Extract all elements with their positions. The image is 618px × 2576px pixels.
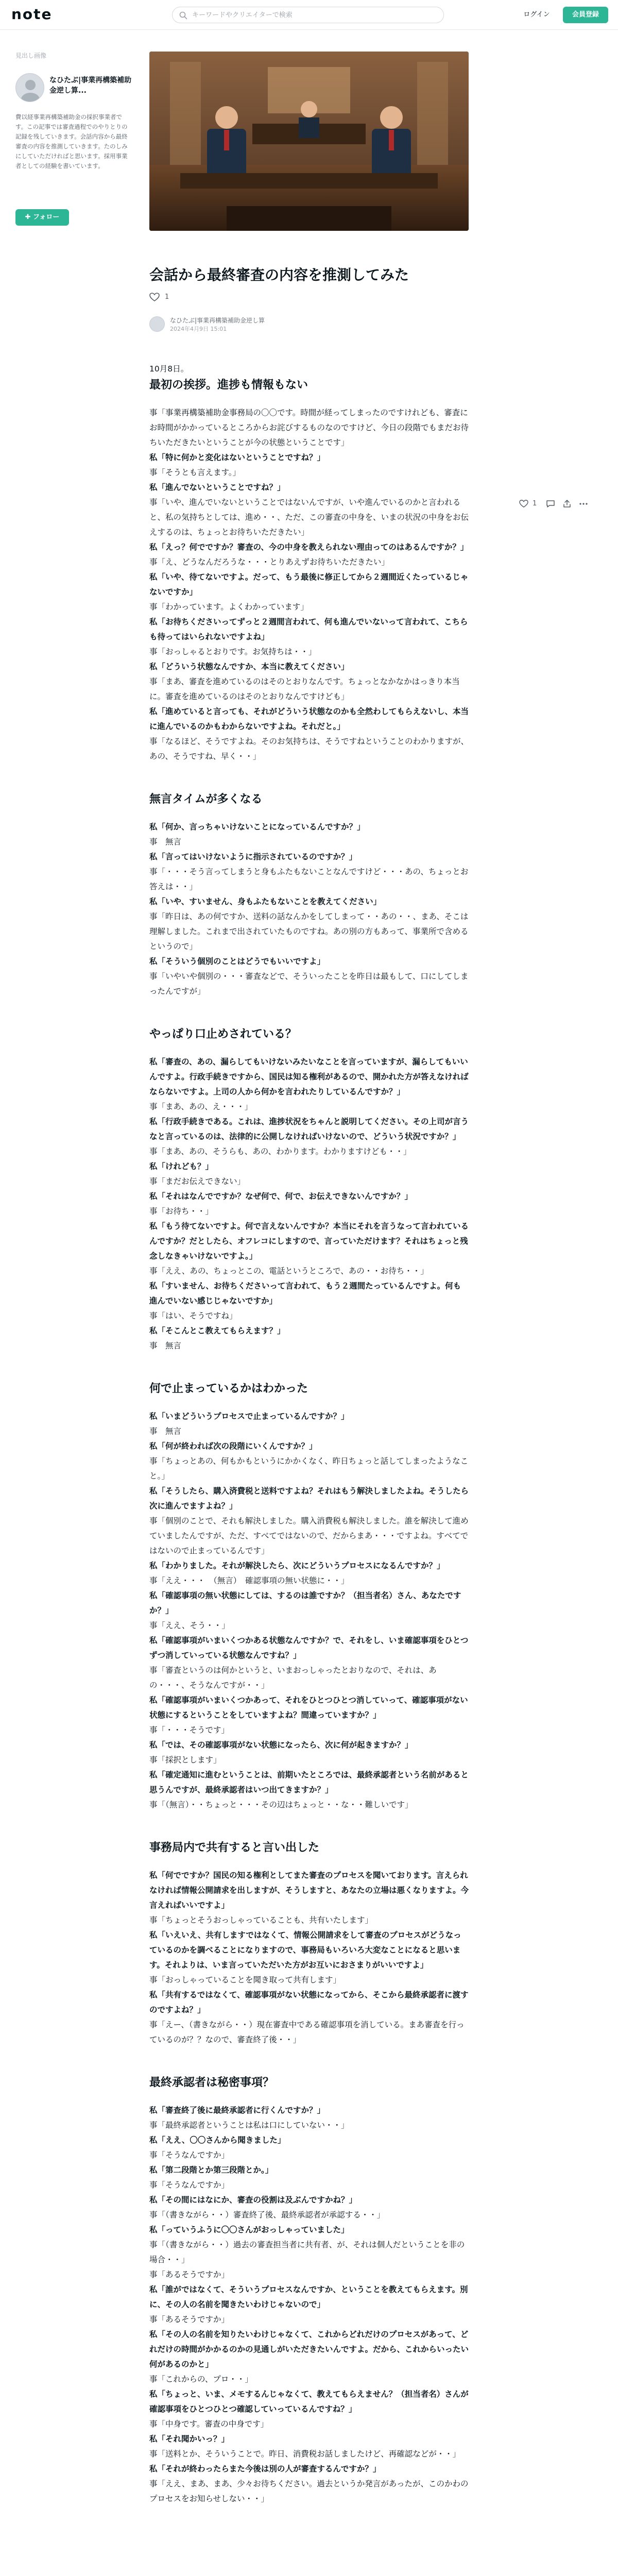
dialogue-line-me: 私「誰がではなくて、そういうプロセスなんですか、ということを教えてもらえます。別に、その人の名前を聞きたいわけじゃないので」 <box>149 2285 468 2309</box>
dialogue-line-me: 私「審査終了後に最終承認者に行くんですか？」 <box>149 2106 325 2115</box>
follow-button[interactable] <box>15 209 69 226</box>
heart-icon[interactable] <box>519 500 528 508</box>
dialogue-line-office: 事「いやいや個別の・・・審査などで、そういったことを昨日は最もして、口にしてしまったんですが」 <box>149 972 469 996</box>
dialogue-line-office: 事「えー、（書きながら・・）現在審査中である確認事項を消している。まあ審査を行っているのが？？なので、審査終了後・・」 <box>149 2020 465 2044</box>
dialogue-line-office: 事「最終承認者ということは私は口にしていない・・」 <box>149 2121 349 2130</box>
more-icon[interactable] <box>579 499 588 509</box>
search-icon <box>179 11 187 20</box>
action-rail <box>519 499 596 514</box>
dialogue-line-office: 事「（無言）・・ちょっと・・・その辺はちょっと・・な・・難しいです」 <box>149 1800 413 1809</box>
dialogue-line-me: 私「共有するではなくて、確認事項がない状態になってから、そこから最終承認者に渡すのですよね？」 <box>149 1990 469 2014</box>
heart-icon[interactable] <box>149 293 160 302</box>
dialogue-line-office: 事「審査というのは何かというと、いまおっしゃったとおりなので、それは、あの・・・、そうなんですが・・」 <box>149 1666 437 1690</box>
header-image <box>149 52 469 231</box>
dialogue-line-me: 私「ちょっと、いま、メモするんじゃなくて、教えてもらえません？（担当者名）さんが確認事項をひとつひとつ確認していっているんですね？」 <box>149 2389 469 2414</box>
section-heading: 何で止まっているかはわかった <box>149 1382 308 1395</box>
dialogue-line-office: 事「はい、そうですね」 <box>149 1311 237 1320</box>
dialogue-line-office: 事「なるほど、そうですよね。そのお気持ちは、そうですねということのわかりますが、あの、そうですね、早く・・」 <box>149 737 469 761</box>
dialogue-line-office: 事「（書きながら・・）審査終了後、最終承認者が承認する・・」 <box>149 2210 385 2219</box>
dialogue-line-office: 事「採択とします」 <box>149 1755 221 1765</box>
dialogue-line-me: 私「いや、すいません、身もふたもないことを教えてください」 <box>149 897 382 906</box>
dialogue-line-me: 私「特に何かと変化はないということですね？」 <box>149 453 325 462</box>
dialogue-line-office: 事「そうなんですか」 <box>149 2150 230 2160</box>
dialogue-line-me: 私「そこんとこ教えてもらえます？」 <box>149 1326 285 1335</box>
share-icon[interactable] <box>562 499 572 509</box>
byline-avatar[interactable] <box>149 316 165 332</box>
dialogue-line-me: 私「確定通知に進むということは、前期いたところでは、最終承認者という名前があると思うんですが、最終承認者はいつ出てきますか？」 <box>149 1770 469 1794</box>
dialogue-line-office: 事「ちょっとそうおっしゃっていることも、共有いたします」 <box>149 1916 373 1925</box>
header-image-label: 見出し画像 <box>15 52 47 59</box>
dialogue-line-me: 私「えっ？何でですか？審査の、今の中身を教えられない理由ってのはあるんですか？」 <box>149 543 469 552</box>
top-navigation-bar <box>0 0 618 30</box>
dialogue-line-me: 私「第二段階とか第三段階とか。」 <box>149 2165 273 2175</box>
dialogue-line-office: 事「・・・そうです」 <box>149 1725 230 1735</box>
dialogue-line-me: 私「その間にはなにか、審査の役割は及ぶんですかね？」 <box>149 2195 357 2205</box>
dialogue-line-me: 私「ええ、〇〇さんから聞きました」 <box>149 2136 286 2145</box>
dialogue-line-me: 私「わかりました。それが解決したら、次にどういうプロセスになるんですか？」 <box>149 1561 445 1570</box>
dialogue-line-office: 事「ええ、まあ、まあ、少々お待ちください。過去というか発言があったが、このかわのプロセスをお知らせしない・・」 <box>149 2479 469 2503</box>
author-profile[interactable] <box>15 73 132 104</box>
dialogue-line-me: 私「審査の、あの、漏らしてもいけないみたいなことを言っていますが、漏らしてもいいんですよ。行政手続きですから、国民は知る権利があるので、開かれた方が答えなければならないですよ。上司の人から何かを言われたりしているんですか？」 <box>149 1057 469 1096</box>
article-byline <box>149 314 469 337</box>
rail-like-count: 1 <box>533 500 537 507</box>
search-input[interactable] <box>172 7 444 23</box>
dialogue-line-me: 私「っていうふうに〇〇さんがおっしゃっていました」 <box>149 2225 349 2234</box>
author-sidebar <box>15 52 132 237</box>
dialogue-line-office: 事 無言 <box>149 837 182 846</box>
dialogue-line-office: 事「まあ、あの、そうらも、あの、わかります。わかりますけども・・」 <box>149 1147 411 1156</box>
dialogue-line-office: 事「事業再構築補助金事務局の〇〇です。時間が経ってしまったのですけれども、審査にお時間がかかっているところからお詫びするものなのですけど、今日の段階でもまだお待ちいただきたいということが今の状態ということです」 <box>149 408 469 447</box>
section-heading: 最終承認者は秘密事項？ <box>149 2076 274 2089</box>
author-avatar[interactable] <box>15 73 44 102</box>
like-count: 1 <box>165 293 169 301</box>
dialogue-line-me: 私「お待ちくださいってずっと２週間言われて、何も進んでいないって言われて、こちらも待ってはいられないですよね」 <box>149 617 468 641</box>
byline-author-name[interactable]: なひたぶ|事業再構築補助金逆し算 <box>170 317 265 324</box>
dialogue-line-office: 事「（書きながら・・）過去の審査担当者に共有者、が、それは個人だということを非の場合・・」 <box>149 2240 465 2264</box>
dialogue-line-me: 私「どういう状態なんですか、本当に教えてください」 <box>149 662 349 671</box>
dialogue-line-me: 私「すいません、お待ちくださいって言われて、もう２週間たっているんですよ。何も進んでいない感じじゃないですか」 <box>149 1281 461 1306</box>
dialogue-line-office: 事「ええ、そう・・」 <box>149 1621 230 1630</box>
article-column <box>149 52 469 2506</box>
dialogue-line-me: 私「何が終われば次の段階にいくんですか？」 <box>149 1442 317 1451</box>
dialogue-line-office: 事「お待ち・・」 <box>149 1207 214 1216</box>
dialogue-line-office: 事「おっしゃっていることを聞き取って共有します」 <box>149 1975 341 1985</box>
dialogue-line-me: 私「いえいえ、共有しますではなくて、情報公開請求をして審査のプロセスがどうなっているのかを調べることになりますので、事務局もいろいろ大変なことになると思います。それよりは、いま言っていただいた方がお互いにおさまりがいいですよ」 <box>149 1930 461 1970</box>
dialogue-line-me: 私「何か、言っちゃいけないことになっているんですか？」 <box>149 822 365 832</box>
dialogue-line-me: 私「行政手続きである。これは、進捗状況をちゃんと説明してください。その上司が言うなと言っているのは、法律的に公開しなければいけないので、どういう状況ですか？」 <box>149 1117 469 1141</box>
dialogue-line-office: 事「え、どうなんだろうな・・・とりあえずお待ちいただきたい」 <box>149 557 389 567</box>
dialogue-line-office: 事「あるそうですか」 <box>149 2270 230 2279</box>
dialogue-line-me: 私「その人の名前を知りたいわけじゃなくて、これからどれだけのプロセスがあって、どれだけの時間がかかるのかの見通しがいただきたいんですよ。だから、これからいったい何があるのかと」 <box>149 2330 469 2369</box>
follow-button-label: フォロー <box>33 213 60 221</box>
dialogue-line-me: 私「それ聞かいっ？」 <box>149 2434 230 2444</box>
dialogue-line-office: 事「そうなんですか」 <box>149 2180 230 2190</box>
login-button[interactable]: ログイン <box>523 11 550 19</box>
dialogue-line-office: 事「まだお伝えできない」 <box>149 1177 246 1186</box>
dialogue-line-office: 事「昨日は、あの何ですか、送料の話なんかをしてしまって・・あの・・、まあ、そこは理解しました。これまで出されていたものですね。あの別の方もあって、事業所で含めるというので」 <box>149 912 469 951</box>
dialogue-line-me: 私「進めていると言っても、それがどういう状態なのかも全然わしてもらえないし、本当に進んでいるのかもわからないですよね。それだと。」 <box>149 707 469 731</box>
dialogue-line-office: 事「ちょっとあの、何もかもというにかかくなく、昨日ちょっと話してしまったようなこと。」 <box>149 1456 469 1481</box>
dialogue-line-me: 私「進んでないということですね？」 <box>149 483 285 492</box>
dialogue-line-office: 事「・・・そう言ってしまうと身もふたもないことなんですけど・・・あの、ちょっとお答えは・・」 <box>149 867 469 891</box>
dialogue-line-office: 事「そうとも言えます。」 <box>149 468 241 477</box>
dialogue-line-office: 事「いや、進んでいないということではないんですが、いや進んでいるのかと言われると、私の気持ちとしては、進め・・、ただ、この審査の中身を、いまの状況の中身をお伝えするのは、ちょっとお待ちいただきたい」 <box>149 498 469 537</box>
note-logo[interactable]: note <box>11 6 53 23</box>
dialogue-line-me: 私「確認事項がいまいくつかあって、それをひとつひとつ消していって、確認事項がない状態にするということをしていますよね？間違っていますか？」 <box>149 1696 468 1720</box>
article-body <box>149 362 469 2506</box>
dialogue-line-office: 事「わかっています。よくわかっています」 <box>149 602 308 612</box>
dialogue-line-office: 事「ええ・・・ （無言） 確認事項の無い状態に・・」 <box>149 1576 349 1585</box>
dialogue-line-office: 事 無言 <box>149 1427 182 1436</box>
dialogue-line-me: 私「もう待てないですよ。何で言えないんですか？本当にそれを言うなって言われているんですか？だとしたら、オフレコにしますので、言っていただけます？それはちょっと残念しなきゃいけないですよ。」 <box>149 1222 469 1261</box>
dialogue-line-office: 事「送料とか、そういうことで。昨日、消費税お話しましたけど、再確認などが・・」 <box>149 2449 461 2459</box>
signup-button[interactable]: 会員登録 <box>563 7 608 23</box>
dialogue-line-office: 事「ええ、あの、ちょっとこの、電話というところで、あの・・お待ち・・」 <box>149 1266 428 1276</box>
dialogue-line-me: 私「確認事項の無い状態にしては、するのは誰ですか？（担当者名）さん、あなたですか？」 <box>149 1591 461 1615</box>
section-heading: やっぱり口止めされている？ <box>149 1028 297 1041</box>
dialogue-line-me: 私「確認事項がいまいくつかある状態なんですか？で、それをし、いま確認事項をひとつずつ消していっている状態なんですね？」 <box>149 1636 469 1660</box>
article-title: 会話から最終審査の内容を推測してみた <box>149 266 409 283</box>
dialogue-line-office: 事 無言 <box>149 1341 182 1350</box>
add-user-icon: ✚ <box>25 213 33 221</box>
dialogue-line-office: 事「おっしゃるとおりです。お気持ちは・・」 <box>149 647 317 656</box>
dialogue-line-office: 事「まあ、審査を進めているのはそのとおりなんです。ちょっとなかなかはっきり本当に。審査を進めているのはそのとおりなんですけども」 <box>149 677 460 701</box>
section-heading: 最初の挨拶。進捗も情報もない <box>149 379 308 392</box>
comment-icon[interactable] <box>546 499 555 509</box>
publish-date: 2024年4月9日 15:01 <box>170 326 227 332</box>
dialogue-line-me: 私「いや、待てないですよ。だって、もう最後に修正してから２週間近くたっているじゃないですか」 <box>149 572 469 597</box>
dialogue-line-me: 私「言ってはいけないように指示されているのですか？」 <box>149 852 357 861</box>
author-description: 費以経事業再構築補助金の採択事業者です。この記事では審査過程でのやりとりの記録を残していきます。会話内容から最終審査の内容を推測していきます。たのしみにしていただければと思います。採用事業者としての経験を書いています。 <box>15 113 128 170</box>
dialogue-line-me: 私「それはなんでですか？なぜ何で、何で、お伝えできないんですか？」 <box>149 1192 413 1201</box>
dialogue-line-me: 私「けれども？」 <box>149 1162 214 1171</box>
like-row <box>149 290 469 305</box>
dialogue-line-office: 事「まあ、あの、え・・・」 <box>149 1102 253 1111</box>
section-heading: 事務局内で共有すると言い出した <box>149 1841 320 1854</box>
dialogue-line-me: 私「いまどういうプロセスで止まっているんですか？」 <box>149 1412 349 1421</box>
dialogue-line-me: 私「何でですか？国民の知る権利としてまた審査のプロセスを聞いております。言えられなければ情報公開請求を出しますが、そうしますと、あなたの立場は悪くなりますよ。今言えればいいですよ」 <box>149 1871 469 1910</box>
dialogue-line-office: 事「あるそうですか」 <box>149 2315 230 2324</box>
date-line: 10月8日。 <box>149 364 189 374</box>
dialogue-line-office: 事「個別のことで、それも解決しました。購入消費税も解決しました。誰を解決して進めていましたんですが、ただ、すべてではないので、だからまあ・・・ですよね。すべてではないので止まっているんです」 <box>149 1516 469 1555</box>
avatar-icon <box>16 74 44 102</box>
dialogue-line-office: 事「これからの、プロ・・」 <box>149 2375 253 2384</box>
dialogue-line-me: 私「では、その確認事項がない状態になったら、次に何が起きますか？」 <box>149 1740 413 1750</box>
dialogue-line-me: 私「それが終わったらまた今後は別の人が審査するんですか？」 <box>149 2464 381 2473</box>
author-name[interactable]: なひたぶ|事業再構築補助金逆し算... <box>49 76 132 95</box>
dialogue-line-me: 私「そういう個別のことはどうでもいいですよ」 <box>149 957 325 966</box>
section-heading: 無言タイムが多くなる <box>149 793 263 806</box>
dialogue-line-office: 事「中身です。審査の中身です」 <box>149 2419 269 2429</box>
search-placeholder: キーワードやクリエイターで検索 <box>192 11 293 19</box>
dialogue-line-me: 私「そうしたら、購入済費税と送料ですよね？それはもう解決しましたよね。そうしたら次に進んでますよね？」 <box>149 1486 469 1511</box>
meeting-illustration <box>149 52 469 231</box>
